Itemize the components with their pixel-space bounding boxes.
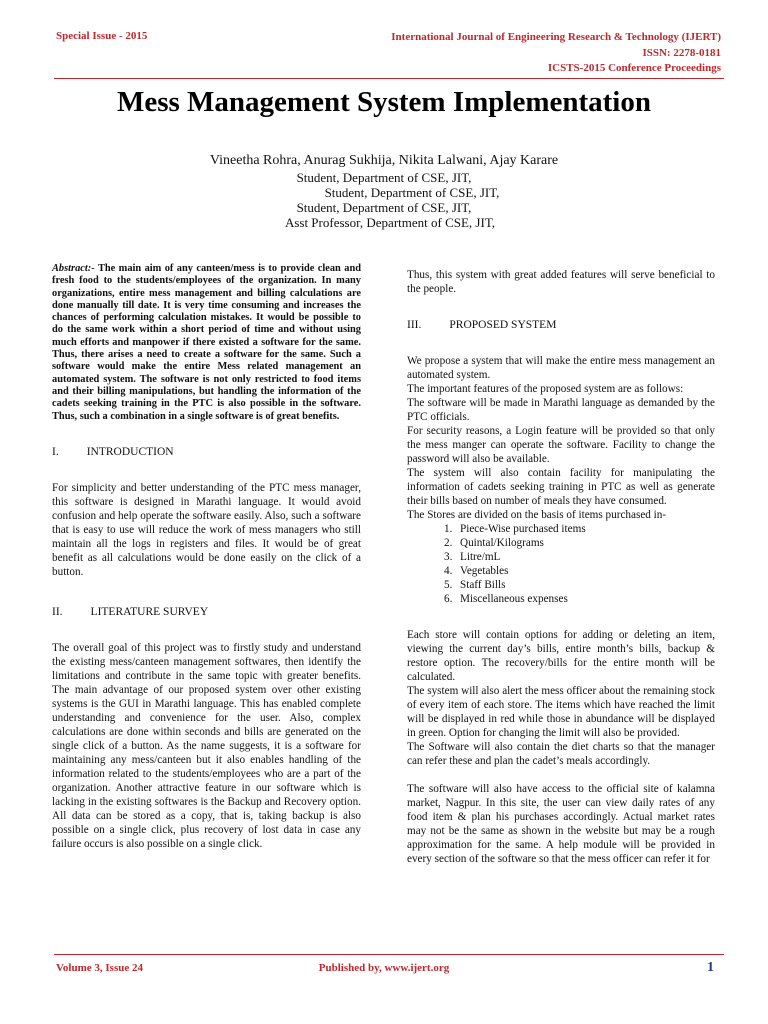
- list-item: 4. Vegetables: [444, 565, 509, 577]
- affiliation-2: Student, Department of CSE, JIT,: [324, 185, 500, 200]
- author-names: Vineetha Rohra, Anurag Sukhija, Nikita Lalwani, Ajay Karare: [209, 153, 559, 168]
- footer-volume: Volume 3, Issue 24: [56, 962, 143, 974]
- introduction-body: For simplicity and better understanding of the PTC mess manager, this software is designed in Marathi language. It would avoid confusion and help operate the software easily. Also, such a software that is easy to use will reduce the work of mess managers who still maintain all the logs in registers and files. It would be of great benefit as all calculations would be done easily on the click of a button.: [52, 481, 361, 578]
- section-number: I.: [52, 445, 59, 458]
- header-proceedings: ICSTS-2015 Conference Proceedings: [547, 62, 721, 74]
- abstract-lead: Abstract:-: [52, 263, 95, 274]
- proposed-paragraph: The system will also alert the mess officer about the remaining stock of every item of each store. The items which have reached the limit will be displayed in red while those in abundance will be displayed in green. Option for changing the limit will also be provided.: [407, 685, 715, 739]
- list-item: 3. Litre/mL: [444, 551, 501, 563]
- proposed-paragraph: The software will also have access to the official site of kalamna market, Nagpur. In this site, the user can view daily rates of any food item & plan his purchases accordingly. Actual market rates may not be the same as shown in the website but may be a rough approximation for the same. A help module will be provided in every section of the software so that the mess officer can refer it for: [407, 783, 715, 865]
- literature-survey-body: The overall goal of this project was to firstly study and understand the existing mess/canteen management softwares, then identify the limitations and contribute in the same topic with greater benefits. The main advantage of our proposed system over other existing systems is the GUI in Marathi language. This has enabled complete understanding and convenience for the user. Also, complex calculations are done within seconds and bills are generated on the single click of a button. As the name suggests, it is a software for maintaining any mess/canteen but it also enables handling of the information related to the students/employees who are a part of the organization. Another attractive feature in our software which is lacking in the existing softwares is the Backup and Recovery option. All data can be stored as a copy, that is, taking backup is also possible on a single click, plus recovery of lost data in case any failure occurs is also possible on a single click.: [52, 641, 361, 850]
- left-column: [52, 263, 361, 851]
- section-heading-introduction: [52, 445, 361, 459]
- page-number: 1: [707, 960, 714, 975]
- author-block: [0, 153, 768, 230]
- list-item: 6. Miscellaneous expenses: [444, 593, 568, 605]
- affiliation-4: Asst Professor, Department of CSE, JIT,: [284, 215, 496, 230]
- header-rule: [54, 78, 724, 79]
- proposed-paragraph: Each store will contain options for adding or deleting an item, viewing the current day’s bills, entire month’s bills, backup & restore option. The recovery/bills for the entire month will be calculated.: [407, 629, 715, 683]
- section-title: LITERATURE SURVEY: [90, 605, 209, 618]
- right-column: [407, 268, 715, 866]
- list-item: 5. Staff Bills: [444, 579, 506, 591]
- list-item: 1. Piece-Wise purchased items: [444, 523, 586, 535]
- section-heading-literature-survey: [52, 605, 361, 619]
- closing-paragraph: Thus, this system with great added features will serve beneficial to the people.: [407, 269, 715, 295]
- affiliation-3: Student, Department of CSE, JIT,: [296, 200, 472, 215]
- section-title: PROPOSED SYSTEM: [449, 319, 557, 331]
- list-item: 2. Quintal/Kilograms: [444, 537, 544, 549]
- proposed-paragraph: The Software will also contain the diet charts so that the manager can refer these and plan the cadet’s meals accordingly.: [407, 741, 715, 767]
- footer-publisher: Published by, www.ijert.org: [318, 962, 450, 974]
- footer-rule: [54, 954, 724, 955]
- section-number: III.: [407, 319, 422, 331]
- proposed-paragraph: The Stores are divided on the basis of items purchased in-: [407, 509, 667, 521]
- header-journal-name: International Journal of Engineering Research & Technology (IJERT): [391, 31, 721, 43]
- proposed-paragraph: The important features of the proposed system are as follows:: [407, 383, 684, 395]
- proposed-paragraph: The system will also contain facility for manipulating the information of cadets seeking training in PTC as well as generate their bills based on number of meals they have consumed.: [407, 467, 715, 507]
- stores-list: [407, 522, 715, 606]
- proposed-paragraph: For security reasons, a Login feature will be provided so that only the mess manger can operate the software. Facility to change the password will also be available.: [407, 425, 715, 465]
- abstract-text: The main aim of any canteen/mess is to provide clean and fresh food to the students/employees of the organization. In many organizations, entire mess management and billing calculations are done manually till date. It is very time consuming and increases the chances of performing calculation mistakes. It would be possible to do the same work within a short period of time and without using much efforts and manpower if there existed a software for the same. Thus, there arises a need to create a software for the same. Such a software would make the entire Mess related management an automated system. The software is not only restricted to food items and their billing manipulations, but handling the information of the cadets seeking training in the PTC is also possible in the software. Thus, such a combination in a single software is of great benefits.: [52, 263, 361, 422]
- affiliation-1: Student, Department of CSE, JIT,: [296, 170, 472, 185]
- paper-title: Mess Management System Implementation: [116, 86, 651, 118]
- header-issn: ISSN: 2278-0181: [642, 46, 721, 59]
- section-number: II.: [52, 605, 63, 618]
- header-journal: [391, 30, 721, 77]
- proposed-paragraph: We propose a system that will make the entire mess management an automated system.: [407, 355, 715, 381]
- section-heading-proposed-system: [407, 318, 715, 332]
- proposed-paragraph: The software will be made in Marathi language as demanded by the PTC officials.: [407, 397, 715, 423]
- header-issue: Special Issue - 2015: [56, 30, 148, 42]
- section-title: INTRODUCTION: [86, 445, 174, 458]
- abstract: [52, 263, 361, 423]
